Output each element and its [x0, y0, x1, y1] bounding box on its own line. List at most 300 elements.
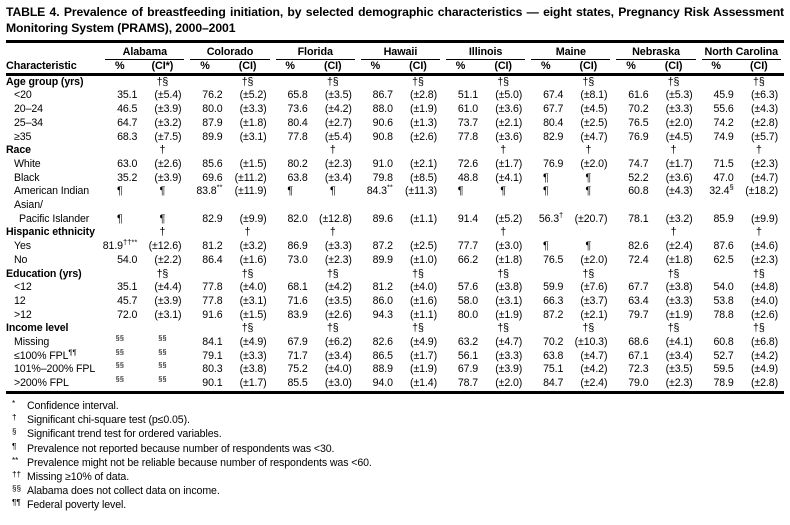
- ci-cell: [393, 226, 443, 240]
- ci-cell: †§: [753, 267, 765, 280]
- pct-cell: [358, 74, 393, 89]
- pct-cell: [358, 199, 393, 213]
- characteristic-col-spacer: [6, 46, 102, 60]
- table-row: [6, 185, 784, 199]
- ci-cell: †: [500, 144, 507, 157]
- table-row: [6, 254, 784, 268]
- ci-cell: §§: [158, 333, 167, 343]
- ci-cell: §§: [158, 360, 167, 370]
- pct-col-header: %: [273, 60, 308, 75]
- pct-cell: 79.7: [628, 308, 649, 321]
- ci-cell: †§: [156, 267, 169, 280]
- pct-cell: 90.6: [372, 116, 393, 129]
- characteristic-cell: <20: [14, 89, 32, 102]
- pct-cell: ¶: [116, 185, 123, 198]
- pct-cell: 67.9: [457, 363, 479, 376]
- ci-cell: (±2.6): [154, 157, 182, 170]
- ci-cell: †§: [241, 322, 254, 335]
- pct-cell: 91.4: [457, 212, 479, 225]
- ci-cell: ¶: [329, 185, 336, 198]
- ci-cell: (±3.0): [324, 377, 352, 390]
- ci-cell: §§: [158, 347, 167, 357]
- characteristic-col-header: Characteristic: [6, 60, 102, 75]
- ci-cell: (±3.5): [324, 294, 352, 307]
- pct-cell: 67.4: [543, 89, 564, 102]
- pct-cell: 78.9: [713, 377, 734, 390]
- ci-cell: (±6.3): [751, 89, 778, 102]
- ci-cell: (±4.5): [665, 130, 693, 143]
- ci-cell: †: [500, 226, 507, 239]
- ci-cell: [648, 199, 698, 213]
- pct-cell: [699, 144, 734, 158]
- pct-cell: 85.5: [287, 377, 308, 390]
- ci-cell: (±11.9): [234, 185, 267, 198]
- ci-cell: (±1.8): [239, 116, 267, 129]
- pct-cell: 56.3†: [538, 210, 564, 225]
- ci-cell: (±2.4): [580, 377, 608, 390]
- ci-cell: (±4.2): [751, 349, 778, 362]
- ci-cell: (±4.9): [239, 336, 267, 349]
- footnote: [6, 456, 784, 470]
- ci-cell: (±3.3): [495, 349, 523, 362]
- pct-cell: [613, 74, 648, 89]
- pct-cell: [613, 268, 648, 282]
- pct-cell: 35.1: [117, 281, 138, 294]
- ci-cell: (±2.5): [410, 240, 438, 253]
- ci-cell: (±2.8): [751, 116, 778, 129]
- pct-cell: 63.8: [543, 349, 564, 362]
- ci-cell: †: [244, 226, 251, 239]
- pct-cell: 64.7: [117, 116, 138, 129]
- pct-cell: 52.2: [628, 171, 649, 184]
- ci-cell: (±5.4): [324, 130, 352, 143]
- ci-cell: (±1.7): [239, 377, 267, 390]
- pct-cell: 80.4: [543, 116, 564, 129]
- ci-cell: (±2.1): [495, 116, 523, 129]
- pct-cell: 84.1: [202, 336, 223, 349]
- pct-cell: 76.5: [543, 253, 564, 266]
- pct-cell: 79.8: [372, 171, 393, 184]
- pct-cell: 81.2: [372, 281, 393, 294]
- characteristic-cell: Asian/: [14, 199, 43, 212]
- ci-cell: †§: [412, 322, 424, 335]
- ci-cell: (±2.1): [410, 157, 438, 170]
- pct-col-header: %: [358, 60, 393, 75]
- pct-cell: 67.7: [543, 103, 564, 116]
- ci-cell: (±12.6): [148, 240, 182, 253]
- pct-cell: §§: [115, 360, 124, 370]
- pct-cell: 79.0: [628, 377, 649, 390]
- ci-cell: (±8.1): [580, 89, 608, 102]
- ci-cell: †§: [497, 75, 509, 88]
- footnote-text: Missing ≥10% of data.: [27, 470, 130, 483]
- pct-cell: 46.5: [117, 103, 138, 116]
- state-header: [273, 46, 358, 60]
- characteristic-cell: Income level: [6, 322, 69, 335]
- pct-cell: 80.0: [457, 308, 479, 321]
- pct-cell: 48.8: [457, 171, 479, 184]
- ci-cell: (±3.9): [154, 103, 182, 116]
- ci-cell: (±4.7): [580, 349, 608, 362]
- pct-cell: 63.0: [117, 157, 138, 170]
- ci-cell: †§: [241, 75, 254, 88]
- footnote: [6, 399, 784, 413]
- pct-cell: 67.1: [628, 349, 649, 362]
- ci-cell: (±1.3): [410, 116, 438, 129]
- pct-cell: 58.0: [457, 294, 479, 307]
- pct-cell: 82.0: [287, 212, 308, 225]
- pct-cell: 67.9: [287, 336, 308, 349]
- pct-cell: 85.6: [202, 157, 223, 170]
- ci-cell: (±4.7): [751, 171, 778, 184]
- ci-cell: (±4.8): [751, 281, 778, 294]
- ci-cell: (±5.0): [495, 89, 523, 102]
- characteristic-cell: 20–24: [14, 103, 43, 116]
- pct-cell: 72.0: [117, 308, 138, 321]
- ci-cell: (±9.9): [239, 212, 267, 225]
- ci-cell: †: [329, 226, 336, 239]
- ci-cell: (±4.7): [580, 130, 608, 143]
- characteristic-cell: Pacific Islander: [19, 212, 90, 225]
- pct-cell: 52.7: [713, 349, 734, 362]
- ci-cell: (±2.3): [751, 157, 778, 170]
- characteristic-cell: Yes: [14, 240, 31, 253]
- pct-cell: [273, 226, 308, 240]
- pct-cell: [699, 268, 734, 282]
- pct-cell: 86.5: [372, 349, 393, 362]
- table-row: [6, 377, 784, 392]
- pct-cell: 81.9††**: [102, 237, 138, 253]
- ci-cell: (±3.5): [665, 363, 693, 376]
- ci-cell: (±3.7): [580, 294, 608, 307]
- ci-cell: †: [670, 144, 677, 157]
- pct-cell: 35.2: [117, 171, 138, 184]
- table-title: TABLE 4. Prevalence of breastfeeding initiation, by selected demographic characteristics — eight states, Pregnancy Risk Assessment Monitoring System (PRAMS), 2000–2001: [6, 5, 784, 43]
- ci-cell: (±4.2): [324, 103, 352, 116]
- pct-cell: [443, 144, 478, 158]
- table-row: [6, 172, 784, 186]
- ci-cell: (±3.2): [154, 116, 182, 129]
- pct-cell: 87.2: [543, 308, 564, 321]
- pct-cell: [613, 144, 648, 158]
- pct-cell: 88.9: [372, 363, 393, 376]
- pct-cell: [273, 74, 308, 89]
- pct-cell: 73.0: [287, 253, 308, 266]
- footnote-marker: **: [12, 455, 19, 465]
- ci-cell: [563, 199, 613, 213]
- pct-cell: 66.3: [543, 294, 564, 307]
- table-row: [6, 158, 784, 172]
- ci-cell: (±3.8): [495, 281, 523, 294]
- pct-col-header: %: [102, 60, 137, 75]
- group-row: [6, 144, 784, 158]
- pct-cell: 60.8: [713, 336, 734, 349]
- ci-cell: [563, 226, 613, 240]
- pct-cell: 73.6: [287, 103, 308, 116]
- ci-cell: (±3.9): [154, 171, 182, 184]
- characteristic-cell: Age group (yrs): [6, 75, 84, 88]
- ci-cell: (±2.6): [751, 308, 778, 321]
- ci-cell: [393, 144, 443, 158]
- pct-cell: 51.1: [457, 89, 479, 102]
- table-row: [6, 199, 784, 213]
- pct-cell: 74.9: [713, 130, 734, 143]
- pct-cell: 85.9: [713, 212, 734, 225]
- table-row: [6, 281, 784, 295]
- pct-cell: 90.1: [202, 377, 223, 390]
- footnote-text: Federal poverty level.: [27, 499, 127, 512]
- pct-cell: 91.0: [372, 157, 393, 170]
- pct-cell: 77.8: [202, 294, 223, 307]
- ci-cell: (±2.3): [751, 253, 778, 266]
- ci-cell: (±1.5): [239, 308, 267, 321]
- ci-cell: (±1.1): [410, 308, 438, 321]
- ci-cell: (±1.1): [410, 212, 438, 225]
- ci-cell: (±4.0): [410, 281, 438, 294]
- ci-cell: (±3.9): [495, 363, 523, 376]
- state-header: [187, 46, 272, 60]
- state-header: [443, 46, 528, 60]
- footnote-marker: ††: [12, 469, 22, 479]
- pct-cell: 71.6: [287, 294, 308, 307]
- ci-cell: †§: [753, 75, 765, 88]
- pct-cell: 80.2: [287, 157, 308, 170]
- pct-cell: 80.4: [287, 116, 308, 129]
- pct-cell: ¶: [542, 171, 549, 184]
- ci-cell: †§: [412, 75, 424, 88]
- pct-cell: [358, 268, 393, 282]
- ci-cell: †: [159, 226, 166, 239]
- ci-cell: ¶: [585, 171, 592, 184]
- ci-cell: (±1.9): [665, 308, 693, 321]
- pct-cell: [443, 322, 478, 336]
- ci-cell: (±7.6): [580, 281, 608, 294]
- pct-cell: [699, 226, 734, 240]
- pct-cell: [187, 322, 222, 336]
- pct-cell: [273, 199, 308, 213]
- ci-cell: [478, 199, 528, 213]
- ci-cell: (±2.4): [665, 240, 693, 253]
- ci-cell: ¶: [585, 240, 592, 253]
- ci-cell: (±2.2): [154, 253, 182, 266]
- ci-cell: (±3.3): [665, 294, 693, 307]
- ci-cell: (±7.5): [154, 130, 182, 143]
- pct-cell: [273, 322, 308, 336]
- table-row: [6, 89, 784, 103]
- ci-cell: †: [329, 144, 336, 157]
- ci-cell: [223, 199, 273, 213]
- ci-cell: †§: [326, 75, 339, 88]
- state-name: North Carolina: [702, 46, 781, 60]
- pct-cell: ¶: [287, 185, 293, 198]
- ci-cell: †§: [497, 267, 509, 280]
- pct-cell: 80.3: [202, 363, 223, 376]
- footnote: [6, 498, 784, 512]
- pct-cell: 59.5: [713, 363, 734, 376]
- ci-cell: (±1.4): [410, 377, 438, 390]
- ci-col-header: (CI): [223, 60, 273, 75]
- footnote-text: Significant trend test for ordered variables.: [27, 428, 222, 441]
- pct-cell: [187, 144, 222, 158]
- table-row: [6, 131, 784, 145]
- ci-cell: (±2.6): [410, 130, 438, 143]
- characteristic-cell: >12: [14, 308, 32, 321]
- pct-cell: 62.5: [713, 253, 734, 266]
- ci-cell: (±5.3): [665, 89, 693, 102]
- ci-cell: (±1.9): [410, 363, 438, 376]
- pct-cell: 71.7: [287, 349, 308, 362]
- ci-cell: (±2.0): [580, 253, 608, 266]
- pct-cell: 56.1: [457, 349, 479, 362]
- pct-cell: 77.8: [457, 130, 479, 143]
- pct-cell: [443, 199, 478, 213]
- table-body: [6, 74, 784, 392]
- footnote-text: Significant chi-square test (p≤0.05).: [27, 414, 190, 427]
- table-row: [6, 309, 784, 323]
- ci-col-header: (CI): [563, 60, 613, 75]
- ci-cell: (±3.3): [665, 103, 693, 116]
- ci-cell: (±4.9): [410, 336, 438, 349]
- pct-cell: ¶: [116, 212, 123, 225]
- ci-cell: (±3.9): [154, 294, 182, 307]
- ci-cell: (±4.0): [751, 294, 778, 307]
- pct-cell: 79.1: [202, 349, 223, 362]
- ci-cell: (±2.6): [324, 308, 352, 321]
- pct-cell: 87.2: [372, 240, 393, 253]
- ci-cell: [137, 199, 187, 213]
- ci-cell: (±9.9): [751, 212, 778, 225]
- ci-cell: (±3.4): [324, 349, 352, 362]
- ci-cell: (±2.5): [580, 116, 608, 129]
- ci-cell: †§: [582, 267, 595, 280]
- ci-cell: †§: [667, 75, 680, 88]
- pct-cell: [102, 74, 137, 89]
- ci-cell: (±1.6): [410, 294, 438, 307]
- pct-cell: [187, 226, 222, 240]
- pct-cell: 82.9: [543, 130, 564, 143]
- pct-cell: 66.2: [457, 253, 479, 266]
- pct-cell: [528, 74, 563, 89]
- pct-cell: [443, 226, 478, 240]
- footnote-text: Alabama does not collect data on income.: [27, 485, 220, 498]
- pct-cell: 63.4: [628, 294, 649, 307]
- pct-cell: 76.2: [202, 89, 223, 102]
- pct-cell: [102, 268, 137, 282]
- pct-cell: 73.7: [457, 116, 479, 129]
- pct-cell: 55.6: [713, 103, 734, 116]
- ci-cell: (±1.7): [495, 157, 523, 170]
- state-header: [528, 46, 613, 60]
- ci-cell: (±3.6): [495, 103, 523, 116]
- ci-cell: (±3.4): [324, 171, 352, 184]
- pct-cell: [187, 74, 222, 89]
- ci-cell: †§: [753, 322, 765, 335]
- pct-cell: 86.7: [372, 89, 393, 102]
- ci-cell: (±5.7): [751, 130, 778, 143]
- ci-cell: (±3.1): [154, 308, 182, 321]
- characteristic-cell: ≤100% FPL¶¶: [14, 347, 77, 362]
- pct-cell: 45.9: [713, 89, 734, 102]
- pct-cell: 47.0: [713, 171, 734, 184]
- ci-cell: †§: [156, 75, 169, 88]
- footnote: [6, 427, 784, 441]
- ci-cell: (±2.0): [495, 377, 523, 390]
- footnote-text: Prevalence might not be reliable because number of respondents was <60.: [27, 456, 372, 469]
- ci-cell: [223, 144, 273, 158]
- pct-cell: 70.2: [543, 336, 564, 349]
- state-name: Alabama: [105, 46, 184, 60]
- ci-cell: (±1.0): [410, 253, 438, 266]
- prevalence-table: [6, 46, 784, 394]
- pct-cell: 76.9: [628, 130, 649, 143]
- ci-cell: (±4.9): [751, 363, 778, 376]
- ci-cell: (±3.2): [239, 240, 267, 253]
- pct-cell: 72.6: [457, 157, 479, 170]
- ci-cell: (±5.2): [495, 212, 523, 225]
- pct-col-header: %: [613, 60, 648, 75]
- characteristic-cell: American Indian: [14, 185, 90, 198]
- pct-cell: 83.8**: [196, 182, 223, 198]
- footnotes: [6, 399, 784, 513]
- characteristic-cell: <12: [14, 281, 32, 294]
- pct-cell: [613, 322, 648, 336]
- pct-cell: 84.7: [543, 377, 564, 390]
- pct-cell: 68.1: [287, 281, 308, 294]
- ci-cell: (±5.4): [154, 89, 182, 102]
- pct-cell: [528, 226, 563, 240]
- pct-cell: 54.0: [713, 281, 734, 294]
- pct-cell: ¶: [542, 185, 549, 198]
- ci-cell: (±3.8): [239, 363, 267, 376]
- ci-cell: †: [755, 144, 762, 157]
- pct-cell: [273, 144, 308, 158]
- ci-cell: (±10.3): [574, 336, 608, 349]
- ci-cell: (±3.5): [324, 89, 352, 102]
- ci-cell: (±4.3): [751, 103, 778, 116]
- characteristic-cell: Education (yrs): [6, 267, 82, 280]
- pct-cell: 63.2: [457, 336, 479, 349]
- pct-cell: 35.1: [117, 89, 138, 102]
- pct-cell: 84.3**: [366, 182, 393, 198]
- ci-cell: †§: [326, 322, 339, 335]
- table-row: [6, 213, 784, 227]
- ci-cell: [393, 199, 443, 213]
- ci-cell: ¶: [159, 212, 166, 225]
- ci-cell: ¶: [159, 185, 166, 198]
- characteristic-cell: 12: [14, 294, 26, 307]
- pct-cell: 59.9: [543, 281, 564, 294]
- ci-cell: (±20.7): [574, 212, 608, 225]
- footnote: [6, 470, 784, 484]
- ci-cell: (±3.6): [665, 171, 693, 184]
- ci-cell: (±4.7): [495, 336, 523, 349]
- pct-cell: 74.7: [628, 157, 649, 170]
- state-name: Nebraska: [616, 46, 695, 60]
- pct-cell: 86.4: [202, 253, 223, 266]
- pct-cell: 78.1: [628, 212, 649, 225]
- ci-cell: (±1.9): [410, 103, 438, 116]
- ci-cell: (±1.8): [495, 253, 523, 266]
- state-name: Florida: [276, 46, 355, 60]
- pct-cell: 77.8: [287, 130, 308, 143]
- pct-cell: 88.0: [372, 103, 393, 116]
- ci-cell: †§: [497, 322, 509, 335]
- characteristic-cell: ≥35: [14, 130, 32, 143]
- ci-cell: †: [755, 226, 762, 239]
- ci-col-header: (CI): [308, 60, 358, 75]
- pct-cell: 82.6: [628, 240, 649, 253]
- pct-cell: [699, 322, 734, 336]
